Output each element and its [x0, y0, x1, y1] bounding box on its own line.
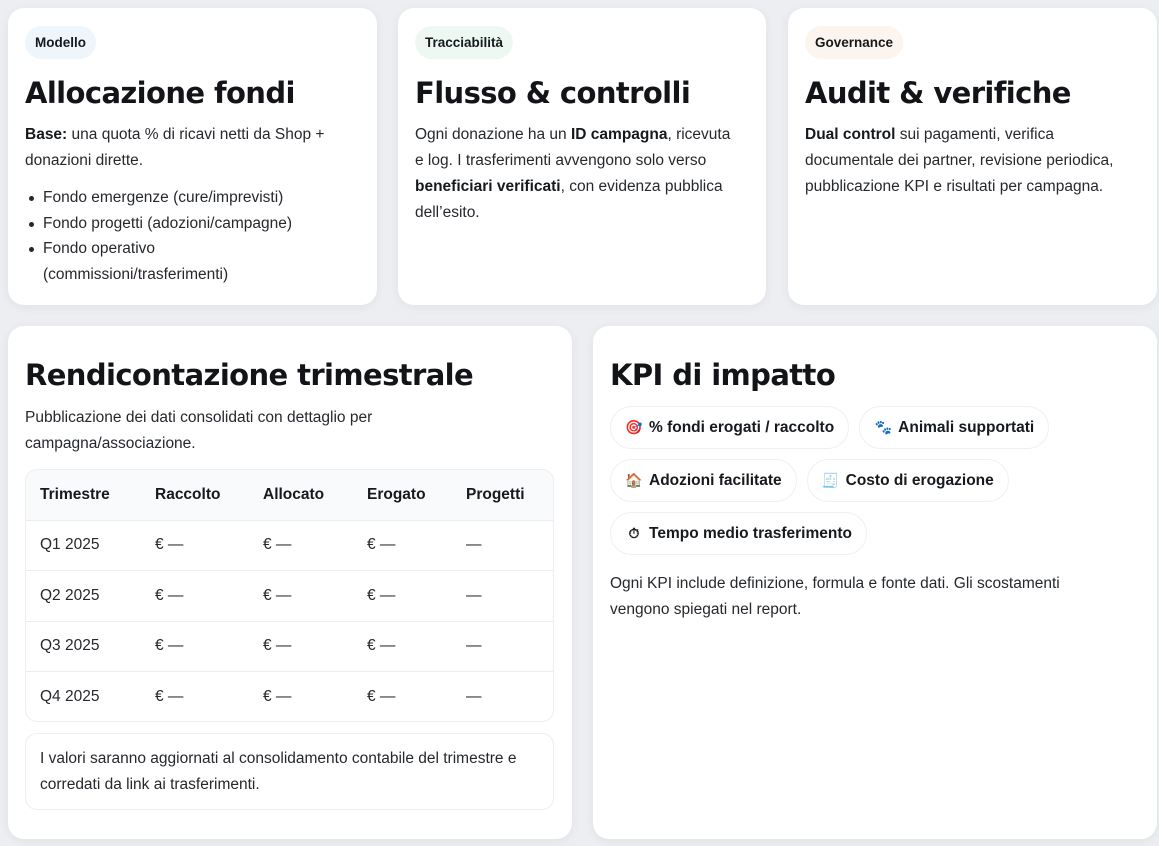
table-cell: Q1 2025 [26, 520, 141, 571]
section-subtitle: Pubblicazione dei dati consolidati con dettaglio per campagna/associazione. [25, 409, 373, 452]
paw-icon: 🐾 [874, 419, 892, 435]
house-icon: 🏠 [625, 472, 643, 488]
card-allocazione-fondi [8, 8, 377, 305]
card-flusso-controlli [398, 8, 766, 305]
kpi-chip-tempo: ⏱ Tempo medio trasferimento [610, 512, 867, 555]
target-icon: 🎯 [625, 419, 643, 435]
badge-governance: Governance [805, 26, 903, 59]
table-cell: € — [353, 621, 452, 672]
column-header: Allocato [263, 485, 325, 503]
column-header: Erogato [367, 485, 426, 503]
card-description: Base: una quota % di ricavi netti da Shop + donazioni dirette. [25, 126, 325, 169]
table-cell: Q4 2025 [26, 672, 141, 723]
table-cell: — [452, 621, 553, 672]
table-cell: Q3 2025 [26, 621, 141, 672]
list-item: Fondo emergenze (cure/imprevisti) [25, 185, 292, 211]
kpi-chip-costo: 🧾 Costo di erogazione [807, 459, 1009, 502]
kpi-chip-animali: 🐾 Animali supportati [859, 406, 1049, 449]
table-cell: Q2 2025 [26, 571, 141, 622]
card-title: Flusso & controlli [415, 76, 691, 110]
table-cell: € — [249, 571, 353, 622]
list-item: Fondo progetti (adozioni/campagne) [25, 211, 292, 237]
card-kpi-impatto [593, 326, 1157, 839]
badge-tracciabilita: Tracciabilità [415, 26, 513, 59]
receipt-icon: 🧾 [821, 472, 840, 488]
table-cell: € — [249, 621, 353, 672]
kpi-chip-fondi-erogati: 🎯 % fondi erogati / raccolto [610, 406, 849, 449]
table-cell: € — [353, 672, 452, 723]
table-row [26, 571, 553, 622]
table-cell: — [452, 571, 553, 622]
card-rendicontazione [8, 326, 572, 839]
table-cell: € — [249, 520, 353, 571]
table-cell: € — [249, 672, 353, 723]
table-cell: € — [141, 571, 249, 622]
table-header-row [26, 470, 553, 520]
column-header: Trimestre [40, 485, 110, 503]
table-cell: € — [141, 672, 249, 723]
kpi-footer: Ogni KPI include definizione, formula e fonte dati. Gli scostamenti vengono spiegati nel report. [610, 575, 1060, 618]
table-row [26, 672, 553, 723]
table-cell: € — [353, 571, 452, 622]
card-description: Dual control sui pagamenti, verifica documentale dei partner, revisione periodica, pubblicazione KPI e risultati per campagna. [805, 126, 1114, 195]
section-title: Rendicontazione trimestrale [25, 358, 474, 392]
card-description: Ogni donazione ha un ID campagna, ricevuta e log. I trasferimenti avvengono solo verso beneficiari verificati, con evidenza pubblica dell’esito. [415, 126, 731, 221]
table-cell: € — [141, 520, 249, 571]
list-item: Fondo operativo (commissioni/trasferimenti) [25, 236, 275, 287]
table-row [26, 621, 553, 672]
fund-list [25, 185, 292, 287]
kpi-chip-list [610, 406, 1130, 555]
base-label: Base: [25, 126, 68, 143]
kpi-chip-adozioni: 🏠 Adozioni facilitate [610, 459, 797, 502]
card-audit-verifiche [788, 8, 1157, 305]
card-title: Audit & verifiche [805, 76, 1071, 110]
section-title: KPI di impatto [610, 358, 836, 392]
stopwatch-icon: ⏱ [628, 525, 640, 541]
report-note: I valori saranno aggiornati al consolidamento contabile del trimestre e corredati da link ai trasferimenti. [25, 733, 554, 810]
card-title: Allocazione fondi [25, 76, 295, 110]
table-row [26, 520, 553, 571]
table-cell: € — [141, 621, 249, 672]
badge-modello: Modello [25, 26, 96, 59]
table-cell: — [452, 520, 553, 571]
report-table [25, 469, 554, 722]
column-header: Progetti [466, 485, 525, 503]
column-header: Raccolto [155, 485, 221, 503]
table-cell: — [452, 672, 553, 723]
table-cell: € — [353, 520, 452, 571]
